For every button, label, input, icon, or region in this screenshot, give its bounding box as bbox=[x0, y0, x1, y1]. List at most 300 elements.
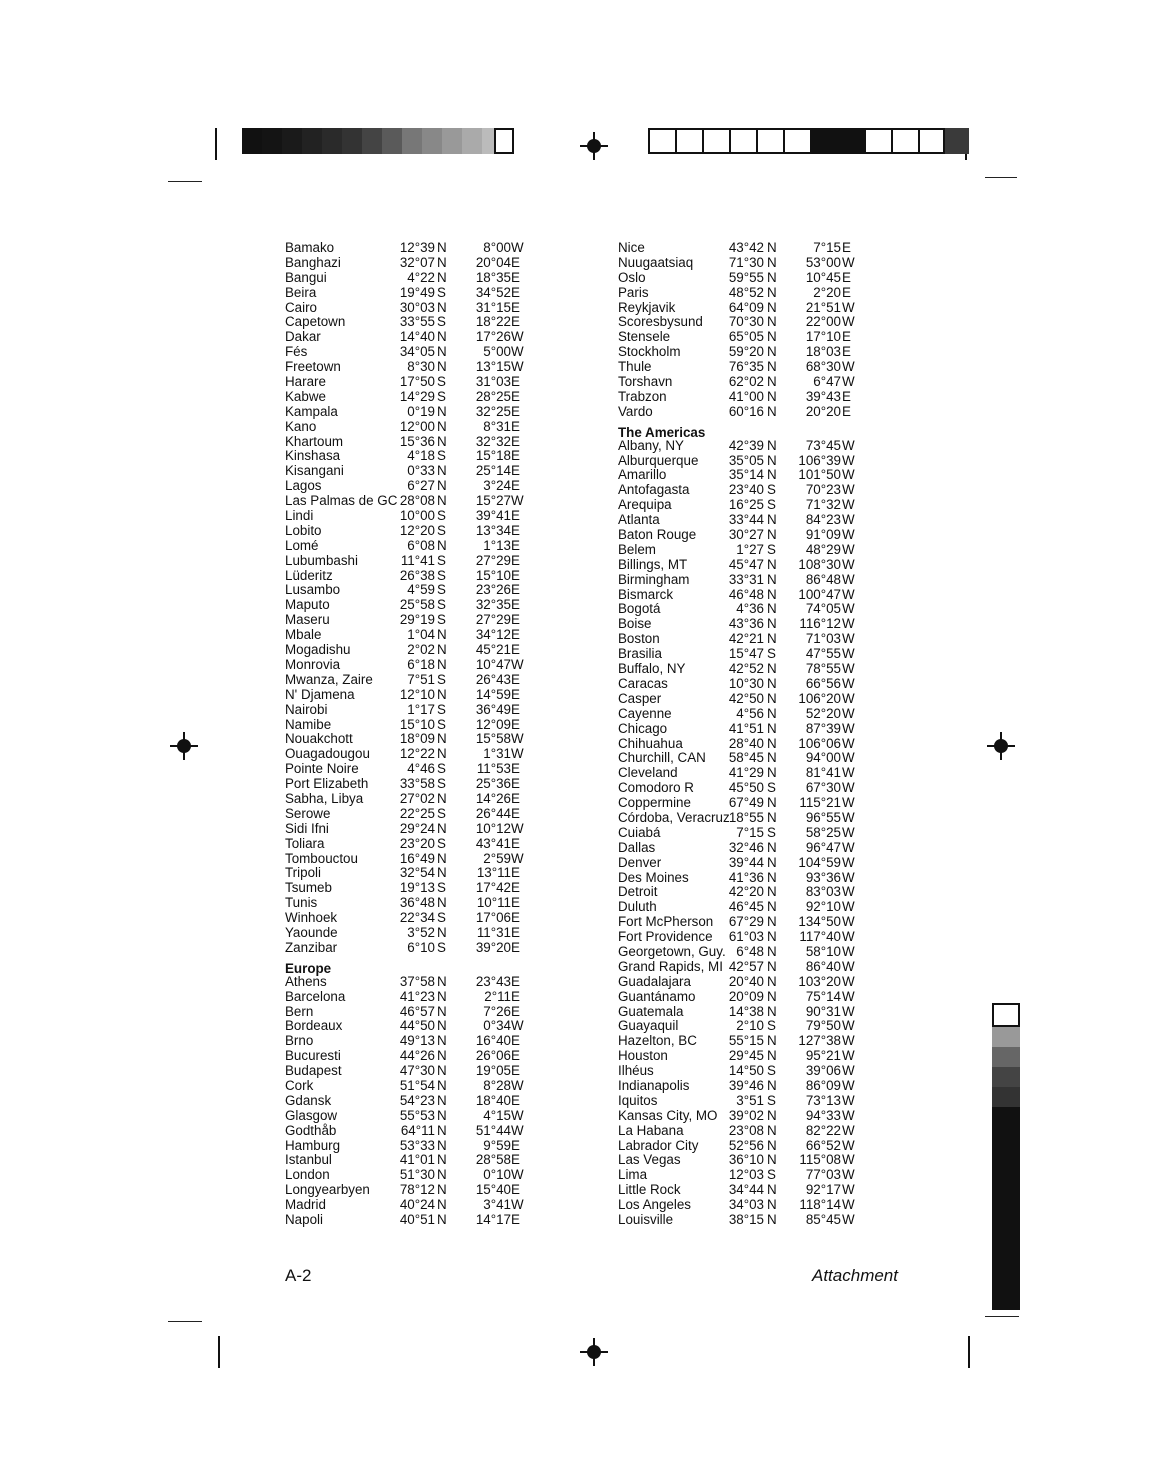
longitude-hemisphere: W bbox=[842, 914, 855, 930]
city-row bbox=[285, 1049, 595, 1064]
city-name: Los Angeles bbox=[618, 1197, 691, 1213]
latitude: 28°08 bbox=[399, 493, 435, 509]
city-row bbox=[618, 528, 928, 543]
city-name: Thule bbox=[618, 359, 652, 375]
latitude-hemisphere: N bbox=[437, 1018, 447, 1034]
city-name: Bordeaux bbox=[285, 1018, 343, 1034]
latitude-hemisphere: N bbox=[767, 556, 777, 572]
longitude: 134°50 bbox=[798, 914, 841, 930]
longitude-hemisphere: W bbox=[842, 884, 855, 900]
city-row bbox=[618, 1213, 928, 1228]
longitude: 10°45 bbox=[805, 269, 841, 285]
latitude-hemisphere: N bbox=[767, 344, 777, 360]
city-name: Bamako bbox=[285, 240, 335, 255]
city-name: Winhoek bbox=[285, 910, 338, 926]
longitude-hemisphere: W bbox=[842, 869, 855, 885]
city-name: Baton Rouge bbox=[618, 527, 697, 543]
longitude-hemisphere: W bbox=[842, 1137, 855, 1153]
city-row bbox=[285, 375, 595, 390]
latitude: 55°15 bbox=[728, 1033, 764, 1049]
city-name: Kansas City, MO bbox=[618, 1107, 718, 1123]
city-row bbox=[618, 1049, 928, 1064]
longitude: 100°47 bbox=[798, 586, 841, 602]
latitude: 12°39 bbox=[399, 240, 435, 255]
latitude: 6°27 bbox=[407, 478, 435, 494]
latitude: 14°29 bbox=[399, 388, 435, 404]
longitude-hemisphere: W bbox=[842, 482, 855, 498]
latitude-hemisphere: N bbox=[437, 1212, 447, 1227]
latitude: 39°46 bbox=[728, 1077, 764, 1093]
city-row bbox=[285, 1109, 595, 1124]
city-name: Kabwe bbox=[285, 388, 326, 404]
latitude-hemisphere: S bbox=[437, 448, 446, 464]
city-row bbox=[285, 643, 595, 658]
latitude: 3°52 bbox=[407, 924, 435, 940]
city-name: Cork bbox=[285, 1077, 314, 1093]
longitude-hemisphere: W bbox=[842, 1033, 855, 1049]
city-name: Bangui bbox=[285, 269, 327, 285]
latitude: 64°09 bbox=[728, 299, 764, 315]
latitude-hemisphere: N bbox=[767, 1137, 777, 1153]
longitude: 86°40 bbox=[805, 958, 841, 974]
city-row bbox=[285, 718, 595, 733]
longitude-hemisphere: W bbox=[842, 527, 855, 543]
longitude: 20°04 bbox=[475, 254, 511, 270]
city-name: Iquitos bbox=[618, 1092, 658, 1108]
latitude-hemisphere: N bbox=[437, 1063, 447, 1079]
city-name: Nice bbox=[618, 240, 645, 255]
city-row bbox=[618, 301, 928, 316]
latitude-hemisphere: N bbox=[767, 601, 777, 617]
longitude: 4°15 bbox=[483, 1107, 511, 1123]
longitude-hemisphere: E bbox=[511, 448, 520, 464]
longitude: 92°17 bbox=[805, 1182, 841, 1198]
latitude-hemisphere: N bbox=[767, 750, 777, 766]
longitude-hemisphere: W bbox=[842, 958, 855, 974]
city-row bbox=[618, 751, 928, 766]
latitude-hemisphere: N bbox=[767, 661, 777, 677]
city-row bbox=[618, 975, 928, 990]
longitude-hemisphere: W bbox=[842, 988, 855, 1004]
city-name: Birmingham bbox=[618, 571, 690, 587]
longitude: 18°40 bbox=[475, 1092, 511, 1108]
longitude-hemisphere: W bbox=[842, 765, 855, 781]
latitude-hemisphere: S bbox=[437, 701, 446, 717]
city-name: Atlanta bbox=[618, 512, 660, 528]
city-name: Maputo bbox=[285, 597, 330, 613]
latitude-hemisphere: N bbox=[437, 359, 447, 375]
longitude-hemisphere: W bbox=[842, 1063, 855, 1079]
longitude-hemisphere: W bbox=[842, 1018, 855, 1034]
longitude-hemisphere: E bbox=[511, 582, 520, 598]
longitude-hemisphere: E bbox=[511, 284, 520, 300]
longitude: 34°12 bbox=[475, 627, 511, 643]
latitude: 51°30 bbox=[399, 1167, 435, 1183]
city-name: Georgetown, Guy. bbox=[618, 943, 726, 959]
latitude: 38°15 bbox=[728, 1212, 764, 1227]
city-name: Des Moines bbox=[618, 869, 689, 885]
city-name: Fort McPherson bbox=[618, 914, 714, 930]
longitude: 15°40 bbox=[475, 1182, 511, 1198]
longitude: 94°00 bbox=[805, 750, 841, 766]
latitude: 51°54 bbox=[399, 1077, 435, 1093]
latitude-hemisphere: N bbox=[767, 675, 777, 691]
latitude: 36°48 bbox=[399, 895, 435, 911]
longitude-hemisphere: W bbox=[511, 1018, 524, 1034]
latitude: 0°33 bbox=[407, 463, 435, 479]
longitude-hemisphere: W bbox=[842, 1077, 855, 1093]
city-name: Chicago bbox=[618, 720, 668, 736]
longitude: 5°00 bbox=[483, 344, 511, 360]
latitude: 11°41 bbox=[400, 552, 435, 568]
city-name: Arequipa bbox=[618, 497, 672, 513]
city-row bbox=[618, 439, 928, 454]
latitude: 3°51 bbox=[736, 1092, 764, 1108]
crop-mark-bottom-left bbox=[218, 1336, 220, 1368]
city-row bbox=[618, 677, 928, 692]
latitude-hemisphere: N bbox=[437, 627, 447, 643]
longitude: 96°47 bbox=[805, 839, 841, 855]
city-row bbox=[618, 990, 928, 1005]
latitude-hemisphere: S bbox=[767, 482, 776, 498]
longitude-hemisphere: W bbox=[511, 1197, 524, 1213]
longitude: 8°28 bbox=[483, 1077, 511, 1093]
longitude-hemisphere: W bbox=[842, 631, 855, 647]
latitude-hemisphere: N bbox=[767, 884, 777, 900]
city-name: Hazelton, BC bbox=[618, 1033, 697, 1049]
longitude-hemisphere: W bbox=[842, 1182, 855, 1198]
latitude: 22°34 bbox=[399, 910, 435, 926]
longitude: 68°30 bbox=[805, 359, 841, 375]
latitude: 15°36 bbox=[399, 433, 435, 449]
latitude-hemisphere: N bbox=[437, 1092, 447, 1108]
longitude-hemisphere: W bbox=[842, 359, 855, 375]
longitude-hemisphere: W bbox=[842, 661, 855, 677]
longitude-hemisphere: E bbox=[842, 329, 851, 345]
longitude-hemisphere: E bbox=[511, 865, 520, 881]
latitude-hemisphere: N bbox=[767, 705, 777, 721]
longitude: 82°22 bbox=[805, 1122, 841, 1138]
latitude: 1°17 bbox=[407, 701, 435, 717]
latitude: 32°46 bbox=[728, 839, 764, 855]
region-header: The Americas bbox=[618, 424, 706, 440]
city-name: Denver bbox=[618, 854, 662, 870]
longitude-hemisphere: W bbox=[842, 571, 855, 587]
longitude: 12°09 bbox=[475, 716, 511, 732]
latitude: 33°44 bbox=[728, 512, 764, 528]
latitude: 41°29 bbox=[728, 765, 764, 781]
longitude-hemisphere: W bbox=[842, 314, 855, 330]
city-row bbox=[618, 602, 928, 617]
longitude: 10°47 bbox=[475, 656, 511, 672]
city-row bbox=[618, 1109, 928, 1124]
city-name: Louisville bbox=[618, 1212, 674, 1227]
longitude: 34°52 bbox=[475, 284, 511, 300]
city-row bbox=[618, 405, 928, 420]
longitude: 36°49 bbox=[475, 701, 511, 717]
latitude: 33°55 bbox=[399, 314, 435, 330]
city-row bbox=[285, 405, 595, 420]
latitude: 41°23 bbox=[399, 988, 435, 1004]
longitude-hemisphere: E bbox=[511, 701, 520, 717]
latitude-hemisphere: N bbox=[767, 1122, 777, 1138]
latitude: 60°16 bbox=[728, 403, 764, 419]
longitude: 16°40 bbox=[475, 1033, 511, 1049]
longitude: 103°20 bbox=[798, 973, 841, 989]
city-row bbox=[285, 911, 595, 926]
longitude: 14°59 bbox=[475, 686, 511, 702]
latitude-hemisphere: N bbox=[767, 839, 777, 855]
longitude-hemisphere: W bbox=[842, 929, 855, 945]
longitude: 32°35 bbox=[475, 597, 511, 613]
city-name: Port Elizabeth bbox=[285, 776, 369, 792]
city-name: Stensele bbox=[618, 329, 671, 345]
city-name: Cayenne bbox=[618, 705, 672, 721]
latitude: 34°03 bbox=[728, 1197, 764, 1213]
latitude-hemisphere: S bbox=[437, 597, 446, 613]
longitude: 39°20 bbox=[475, 939, 511, 955]
city-name: Reykjavik bbox=[618, 299, 676, 315]
longitude-hemisphere: E bbox=[511, 910, 520, 926]
longitude-hemisphere: W bbox=[842, 452, 855, 468]
longitude: 21°51 bbox=[805, 299, 841, 315]
city-name: Belem bbox=[618, 541, 656, 557]
latitude-hemisphere: N bbox=[437, 433, 447, 449]
longitude: 9°59 bbox=[483, 1137, 511, 1153]
longitude-hemisphere: W bbox=[842, 512, 855, 528]
latitude: 35°14 bbox=[728, 467, 764, 483]
latitude-hemisphere: N bbox=[437, 642, 447, 658]
city-name: Churchill, CAN bbox=[618, 750, 706, 766]
longitude-hemisphere: E bbox=[511, 508, 520, 524]
latitude: 14°40 bbox=[399, 329, 435, 345]
longitude-hemisphere: W bbox=[842, 467, 855, 483]
latitude: 43°36 bbox=[728, 616, 764, 632]
longitude: 43°41 bbox=[475, 835, 511, 851]
city-row bbox=[618, 360, 928, 375]
city-row bbox=[285, 494, 595, 509]
latitude: 46°57 bbox=[399, 1003, 435, 1019]
latitude: 20°40 bbox=[728, 973, 764, 989]
latitude-hemisphere: S bbox=[767, 780, 776, 796]
latitude: 41°51 bbox=[728, 720, 764, 736]
latitude-hemisphere: S bbox=[767, 646, 776, 662]
longitude-hemisphere: W bbox=[842, 899, 855, 915]
latitude: 20°09 bbox=[728, 988, 764, 1004]
city-row bbox=[285, 420, 595, 435]
longitude-hemisphere: W bbox=[842, 437, 855, 453]
latitude: 12°20 bbox=[399, 522, 435, 538]
latitude-hemisphere: N bbox=[767, 1107, 777, 1123]
latitude: 2°10 bbox=[736, 1018, 764, 1034]
longitude: 10°12 bbox=[475, 820, 511, 836]
city-name: Lusambo bbox=[285, 582, 341, 598]
latitude-hemisphere: N bbox=[767, 854, 777, 870]
city-name: Torshavn bbox=[618, 374, 673, 390]
longitude: 104°59 bbox=[798, 854, 841, 870]
latitude: 14°38 bbox=[728, 1003, 764, 1019]
longitude: 28°58 bbox=[475, 1152, 511, 1168]
latitude: 62°02 bbox=[728, 374, 764, 390]
city-name: Buffalo, NY bbox=[618, 661, 686, 677]
latitude-hemisphere: S bbox=[437, 880, 446, 896]
city-name: Fort Providence bbox=[618, 929, 713, 945]
city-name: Tripoli bbox=[285, 865, 321, 881]
longitude: 71°03 bbox=[805, 631, 841, 647]
city-name: Tombouctou bbox=[285, 850, 358, 866]
city-name: Lubumbashi bbox=[285, 552, 358, 568]
city-row bbox=[618, 781, 928, 796]
city-name: Freetown bbox=[285, 359, 341, 375]
latitude: 34°44 bbox=[728, 1182, 764, 1198]
latitude-hemisphere: N bbox=[767, 720, 777, 736]
longitude: 17°26 bbox=[475, 329, 511, 345]
longitude: 2°59 bbox=[483, 850, 511, 866]
registration-target-bottom bbox=[580, 1338, 608, 1366]
city-name: Beira bbox=[285, 284, 317, 300]
city-row bbox=[285, 777, 595, 792]
latitude-hemisphere: N bbox=[437, 403, 447, 419]
city-name: Detroit bbox=[618, 884, 658, 900]
city-row bbox=[285, 990, 595, 1005]
longitude-hemisphere: W bbox=[842, 735, 855, 751]
latitude-hemisphere: N bbox=[767, 388, 777, 404]
longitude-hemisphere: E bbox=[511, 537, 520, 553]
city-row bbox=[285, 1183, 595, 1198]
city-name: Tunis bbox=[285, 895, 318, 911]
city-name: Chihuahua bbox=[618, 735, 683, 751]
city-row bbox=[618, 454, 928, 469]
longitude: 18°03 bbox=[805, 344, 841, 360]
latitude: 12°00 bbox=[399, 418, 435, 434]
latitude: 67°49 bbox=[728, 795, 764, 811]
latitude-hemisphere: N bbox=[767, 690, 777, 706]
city-row bbox=[618, 900, 928, 915]
longitude-hemisphere: E bbox=[511, 597, 520, 613]
latitude-hemisphere: N bbox=[767, 929, 777, 945]
latitude: 42°57 bbox=[728, 958, 764, 974]
city-row bbox=[618, 617, 928, 632]
city-row bbox=[618, 826, 928, 841]
latitude: 32°54 bbox=[399, 865, 435, 881]
longitude: 26°43 bbox=[475, 671, 511, 687]
longitude-hemisphere: E bbox=[511, 1063, 520, 1079]
longitude: 106°20 bbox=[798, 690, 841, 706]
latitude: 42°20 bbox=[728, 884, 764, 900]
crop-mark-top-left-h bbox=[168, 181, 202, 182]
longitude-hemisphere: W bbox=[511, 746, 524, 762]
longitude-hemisphere: W bbox=[511, 1122, 524, 1138]
latitude-hemisphere: N bbox=[437, 850, 447, 866]
city-row bbox=[618, 960, 928, 975]
longitude: 117°40 bbox=[799, 929, 841, 945]
longitude: 87°39 bbox=[805, 720, 841, 736]
longitude-hemisphere: E bbox=[511, 612, 520, 628]
city-row bbox=[618, 707, 928, 722]
latitude: 4°56 bbox=[736, 705, 764, 721]
latitude-hemisphere: N bbox=[437, 463, 447, 479]
latitude-hemisphere: N bbox=[437, 418, 447, 434]
latitude-hemisphere: S bbox=[437, 522, 446, 538]
latitude: 32°07 bbox=[399, 254, 435, 270]
latitude-hemisphere: N bbox=[767, 973, 777, 989]
longitude-hemisphere: E bbox=[842, 344, 851, 360]
city-name: Houston bbox=[618, 1048, 668, 1064]
latitude-hemisphere: S bbox=[437, 939, 446, 955]
city-name: Monrovia bbox=[285, 656, 341, 672]
city-row bbox=[285, 762, 595, 777]
latitude-hemisphere: S bbox=[437, 508, 446, 524]
city-row bbox=[618, 1079, 928, 1094]
city-row bbox=[618, 330, 928, 345]
latitude: 42°39 bbox=[728, 437, 764, 453]
latitude-hemisphere: N bbox=[437, 1077, 447, 1093]
city-row bbox=[285, 881, 595, 896]
latitude-hemisphere: S bbox=[437, 388, 446, 404]
city-name: Paris bbox=[618, 284, 649, 300]
latitude-hemisphere: N bbox=[767, 1182, 777, 1198]
city-name: Toliara bbox=[285, 835, 325, 851]
city-row bbox=[285, 975, 595, 990]
page-number: A-2 bbox=[285, 1266, 312, 1285]
longitude: 39°06 bbox=[805, 1063, 841, 1079]
city-row bbox=[618, 915, 928, 930]
longitude: 8°00 bbox=[483, 240, 511, 255]
city-row bbox=[285, 1139, 595, 1154]
longitude-hemisphere: W bbox=[842, 299, 855, 315]
longitude: 18°22 bbox=[475, 314, 511, 330]
longitude-hemisphere: W bbox=[842, 1092, 855, 1108]
latitude-hemisphere: N bbox=[437, 988, 447, 1004]
city-name: Ouagadougou bbox=[285, 746, 370, 762]
city-row bbox=[285, 479, 595, 494]
city-row bbox=[618, 1005, 928, 1020]
latitude-hemisphere: N bbox=[437, 537, 447, 553]
city-name: Bogotá bbox=[618, 601, 661, 617]
longitude: 32°32 bbox=[475, 433, 511, 449]
city-row bbox=[285, 1094, 595, 1109]
longitude: 11°31 bbox=[476, 924, 511, 940]
longitude: 101°50 bbox=[798, 467, 841, 483]
latitude: 15°10 bbox=[399, 716, 435, 732]
latitude-hemisphere: S bbox=[767, 1167, 776, 1183]
longitude: 7°15 bbox=[813, 240, 841, 255]
city-row bbox=[618, 1124, 928, 1139]
latitude: 6°10 bbox=[407, 939, 435, 955]
crop-mark-top-right-h bbox=[985, 177, 1017, 178]
city-name: Lobito bbox=[285, 522, 322, 538]
city-name: Coppermine bbox=[618, 795, 691, 811]
city-row bbox=[618, 1094, 928, 1109]
city-row bbox=[285, 286, 595, 301]
city-row bbox=[618, 315, 928, 330]
city-row bbox=[618, 945, 928, 960]
latitude: 4°22 bbox=[407, 269, 435, 285]
latitude-hemisphere: N bbox=[767, 359, 777, 375]
latitude: 42°50 bbox=[728, 690, 764, 706]
city-row bbox=[285, 1064, 595, 1079]
latitude: 42°52 bbox=[728, 661, 764, 677]
latitude-hemisphere: N bbox=[767, 914, 777, 930]
longitude: 22°00 bbox=[805, 314, 841, 330]
city-row bbox=[618, 1034, 928, 1049]
longitude-hemisphere: E bbox=[511, 1212, 520, 1227]
longitude: 51°44 bbox=[475, 1122, 511, 1138]
longitude-hemisphere: E bbox=[511, 776, 520, 792]
latitude-hemisphere: S bbox=[437, 612, 446, 628]
longitude-hemisphere: E bbox=[511, 627, 520, 643]
region-header: Europe bbox=[285, 960, 332, 976]
